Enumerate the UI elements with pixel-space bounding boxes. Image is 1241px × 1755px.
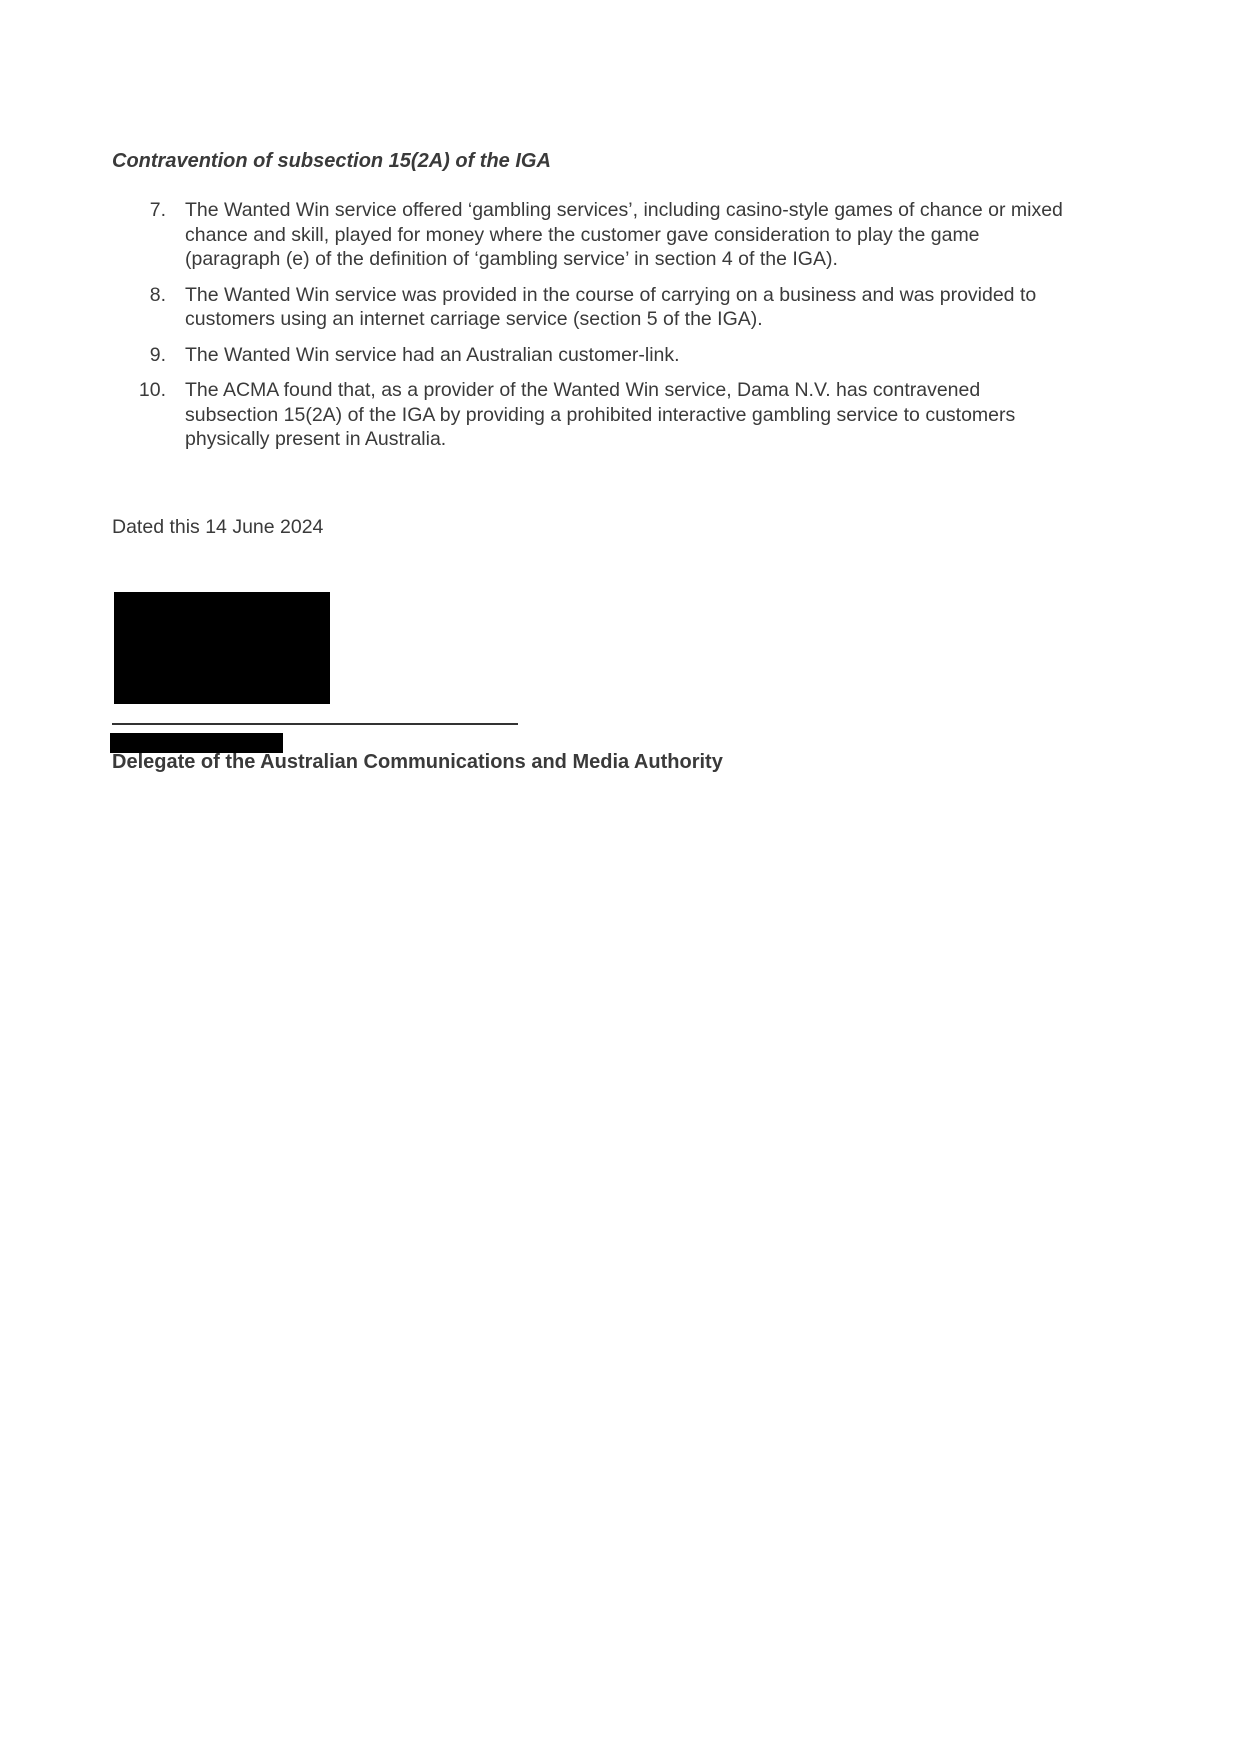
paragraph-line: The Wanted Win service offered ‘gambling services’, including casino-style games of chance or mixed xyxy=(185,199,1063,221)
paragraph-number: 8. xyxy=(149,283,166,306)
paragraph-line: The Wanted Win service had an Australian customer-link. xyxy=(185,343,680,366)
delegate-title: Delegate of the Australian Communications and Media Authority xyxy=(112,751,723,773)
paragraph-9 xyxy=(112,343,1132,368)
paragraph-line: chance and skill, played for money where the customer gave consideration to play the game xyxy=(185,223,980,246)
paragraph-line: subsection 15(2A) of the IGA by providing a prohibited interactive gambling service to customers xyxy=(185,403,1016,426)
paragraph-7 xyxy=(112,198,1132,272)
paragraph-line: (paragraph (e) of the definition of ‘gambling service’ in section 4 of the IGA). xyxy=(185,248,838,270)
paragraph-number: 10. xyxy=(138,379,166,401)
paragraph-line: The ACMA found that, as a provider of the Wanted Win service, Dama N.V. has contravened xyxy=(185,379,981,401)
paragraph-line: customers using an internet carriage service (section 5 of the IGA). xyxy=(185,308,763,330)
section-heading: Contravention of subsection 15(2A) of the IGA xyxy=(112,150,551,172)
dated-line: Dated this 14 June 2024 xyxy=(112,516,324,538)
signature-line xyxy=(112,723,518,725)
paragraph-number: 9. xyxy=(149,343,166,366)
numbered-paragraph-list xyxy=(112,198,1132,463)
paragraph-line: The Wanted Win service was provided in the course of carrying on a business and was provided to xyxy=(185,283,1037,306)
paragraph-8 xyxy=(112,283,1132,332)
paragraph-number: 7. xyxy=(149,199,166,221)
paragraph-line: physically present in Australia. xyxy=(185,428,447,450)
redacted-name-block xyxy=(110,733,283,753)
paragraph-10 xyxy=(112,378,1132,452)
redacted-signature-block xyxy=(114,592,330,704)
